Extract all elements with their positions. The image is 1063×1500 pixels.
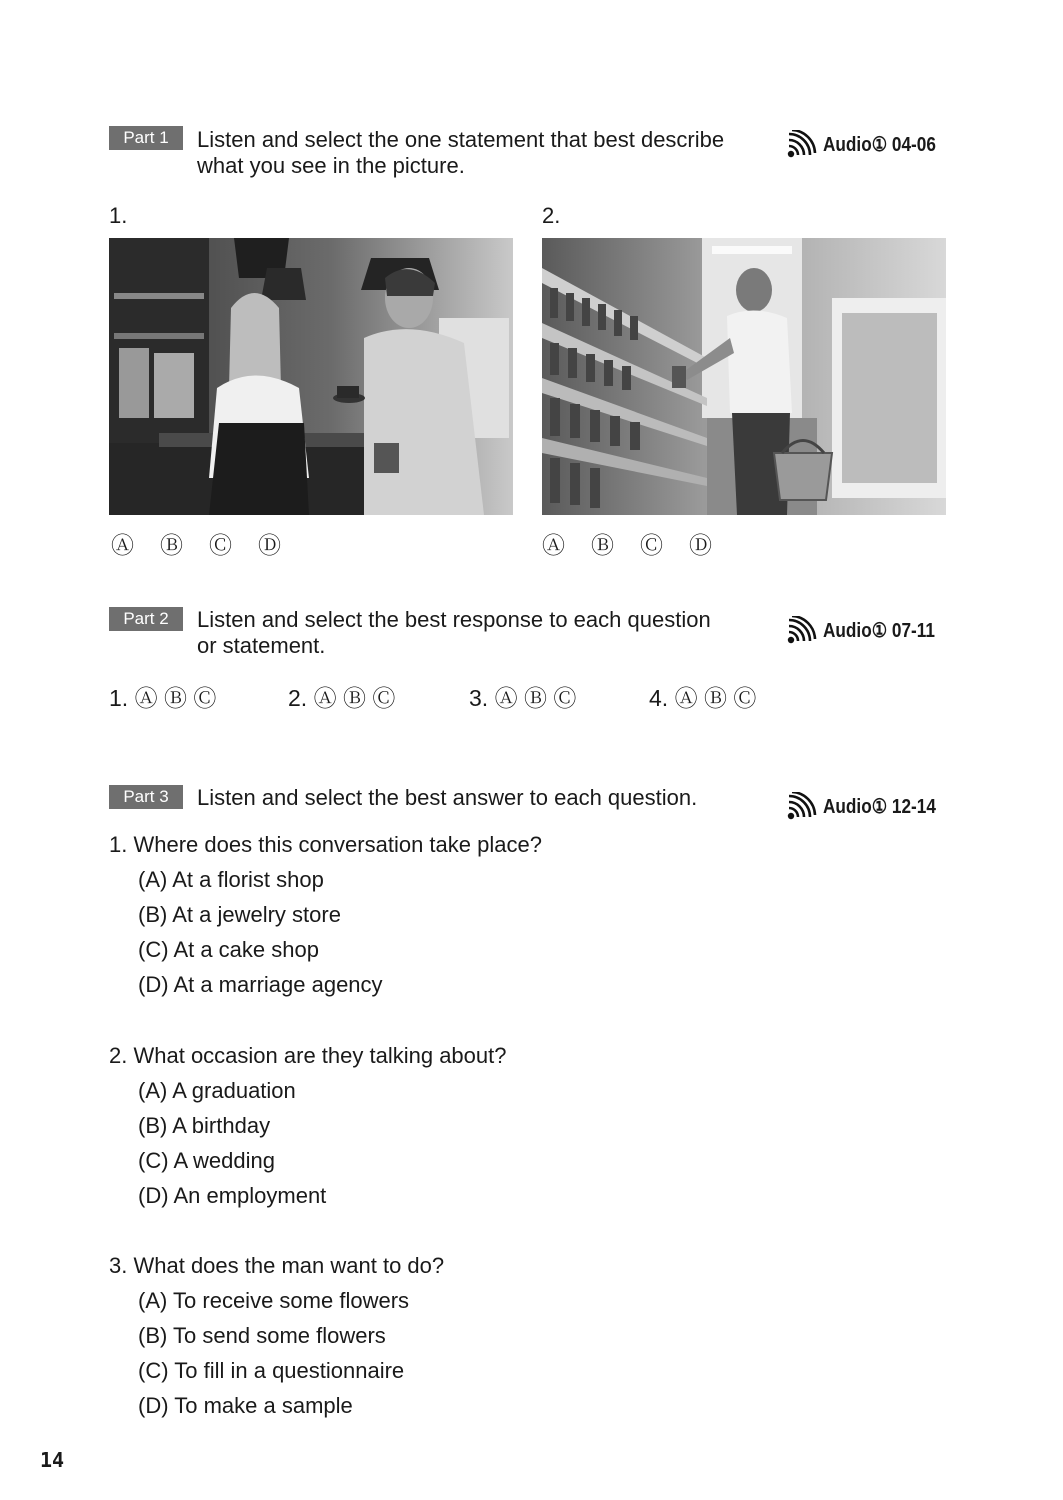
part2-audio[interactable]: [787, 616, 953, 644]
choice-c[interactable]: Ⓒ: [209, 532, 232, 558]
q3-option-d[interactable]: (D) To make a sample: [138, 1393, 353, 1418]
q2-option-d[interactable]: (D) An employment: [138, 1183, 327, 1208]
page-number: 14: [40, 1448, 65, 1472]
q2-option-b[interactable]: (B) A birthday: [138, 1113, 271, 1138]
choice-b[interactable]: Ⓑ: [160, 532, 183, 558]
choice-a[interactable]: Ⓐ: [542, 532, 565, 558]
audio-wave-icon: [787, 130, 817, 158]
part2-instruction: [197, 607, 711, 659]
choice-d[interactable]: Ⓓ: [689, 532, 712, 558]
q2-option-c[interactable]: (C) A wedding: [138, 1148, 275, 1173]
choice-d[interactable]: Ⓓ: [258, 532, 281, 558]
part2-badge: Part 2: [109, 607, 183, 631]
part1-item2-choices: [542, 527, 738, 560]
part3-audio[interactable]: [787, 792, 954, 820]
part2-instruction-line1: Listen and select the best response to each question: [197, 607, 711, 632]
audio-wave-icon: [787, 616, 817, 644]
q3-option-a[interactable]: (A) To receive some flowers: [138, 1288, 410, 1313]
supermarket-photo: [542, 238, 946, 515]
part3-badge: Part 3: [109, 785, 183, 809]
question-number: 2.: [109, 1043, 128, 1068]
q1-option-b[interactable]: (B) At a jewelry store: [138, 902, 341, 927]
part3-question-3: [109, 1253, 444, 1279]
part2-instruction-line2: or statement.: [197, 633, 326, 658]
part3-question-2: [109, 1043, 507, 1069]
choice-a[interactable]: Ⓐ: [111, 532, 134, 558]
part2-item-2[interactable]: 2. Ⓐ Ⓑ Ⓒ: [288, 685, 396, 711]
question-text: What occasion are they talking about?: [133, 1043, 507, 1068]
part2-audio-label: Audio① 07-11: [823, 619, 935, 642]
question-text: What does the man want to do?: [133, 1253, 445, 1278]
part2-item-3[interactable]: 3. Ⓐ Ⓑ Ⓒ: [469, 685, 577, 711]
choice-c[interactable]: Ⓒ: [640, 532, 663, 558]
question-text: Where does this conversation take place?: [133, 832, 542, 857]
audio-wave-icon: [787, 792, 817, 820]
part1-instruction-line2: what you see in the picture.: [197, 153, 465, 178]
part1-item2-number: 2.: [542, 203, 561, 228]
part1-badge: Part 1: [109, 126, 183, 150]
cafe-photo: [109, 238, 513, 515]
q2-option-a[interactable]: (A) A graduation: [138, 1078, 296, 1103]
part3-audio-label: Audio① 12-14: [823, 795, 936, 818]
part2-item-1[interactable]: 1. Ⓐ Ⓑ Ⓒ: [109, 685, 217, 711]
part1-item1-number: 1.: [109, 203, 128, 228]
part3-instruction: Listen and select the best answer to each question.: [197, 785, 698, 810]
choice-b[interactable]: Ⓑ: [591, 532, 614, 558]
part3-question-1: [109, 832, 542, 858]
part1-audio-label: Audio① 04-06: [823, 133, 936, 156]
question-number: 1.: [109, 832, 128, 857]
part1-instruction-line1: Listen and select the one statement that best describe: [197, 127, 725, 152]
part1-item1-choices: [111, 527, 307, 560]
part2-item-4[interactable]: 4. Ⓐ Ⓑ Ⓒ: [649, 685, 757, 711]
q1-option-a[interactable]: (A) At a florist shop: [138, 867, 324, 892]
part1-audio[interactable]: [787, 130, 954, 158]
part1-instruction: [197, 127, 724, 179]
q3-option-b[interactable]: (B) To send some flowers: [138, 1323, 386, 1348]
q1-option-d[interactable]: (D) At a marriage agency: [138, 972, 383, 997]
question-number: 3.: [109, 1253, 128, 1278]
q1-option-c[interactable]: (C) At a cake shop: [138, 937, 319, 962]
q3-option-c[interactable]: (C) To fill in a questionnaire: [138, 1358, 405, 1383]
